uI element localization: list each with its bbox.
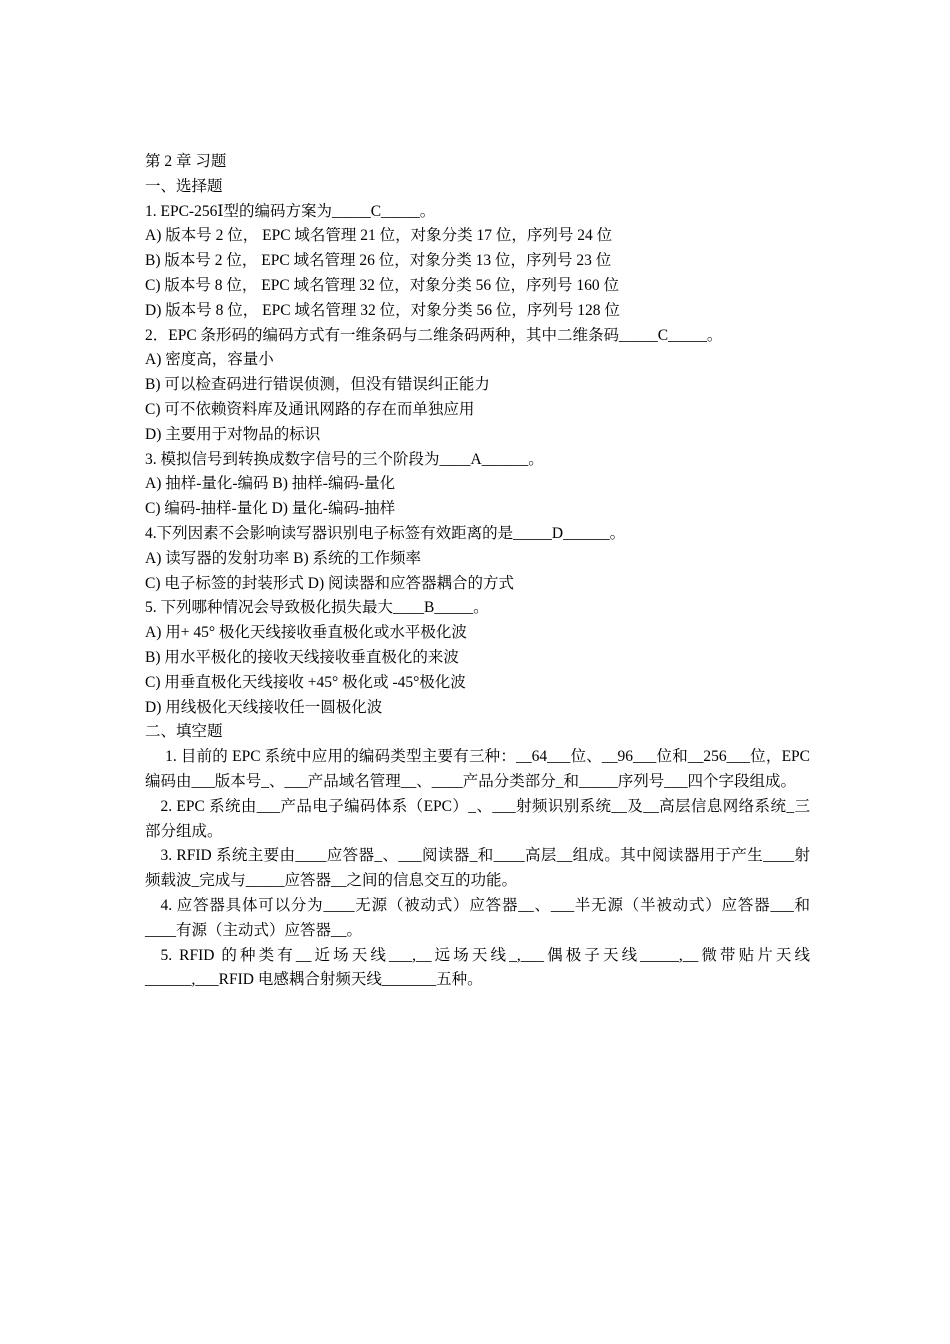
question-2-option-c: C) 可不依赖资料库及通讯网路的存在而单独应用 [145, 400, 475, 418]
question-1-option-b: B) 版本号 2 位， EPC 域名管理 26 位，对象分类 13 位，序列号 23 位 [145, 252, 612, 270]
question-1-option-a: A) 版本号 2 位， EPC 域名管理 21 位，对象分类 17 位，序列号 24 位 [145, 227, 613, 245]
question-2: 2．EPC 条形码的编码方式有一维条码与二维条码两种，其中二维条码_____C_____。 [145, 326, 723, 344]
section-heading-fill: 二、填空题 [145, 723, 223, 741]
chapter-title: 第 2 章 习题 [145, 153, 227, 170]
question-3-options-ab: A) 抽样-量化-编码 B) 抽样-编码-量化 [145, 475, 396, 493]
fill-item-2: 2. EPC 系统由___产品电子编码体系（EPC）_、___射频识别系统__及__高层信息网络系统_三部分组成。 [145, 797, 810, 840]
question-2-option-a: A) 密度高，容量小 [145, 351, 274, 369]
section-heading-choice: 一、选择题 [145, 177, 223, 195]
question-2-option-d: D) 主要用于对物品的标识 [145, 425, 321, 443]
question-3-options-cd: C) 编码-抽样-量化 D) 量化-编码-抽样 [145, 500, 396, 518]
question-1: 1. EPC-256Ⅰ型的编码方案为_____C_____。 [145, 202, 436, 220]
question-5-option-c: C) 用垂直极化天线接收 +45° 极化或 -45°极化波 [145, 673, 466, 691]
question-5-option-b: B) 用水平极化的接收天线接收垂直极化的来波 [145, 648, 459, 666]
fill-item-5: 5. RFID 的种类有__近场天线___,__远场天线_,___偶极子天线_____,__微带贴片天线______,___RFID 电感耦合射频天线_______五种。 [145, 946, 810, 989]
fill-item-3: 3. RFID 系统主要由____应答器_、___阅读器_和____高层__组成。其中阅读器用于产生____射频载波_完成与_____应答器__之间的信息交互的功能。 [145, 847, 810, 890]
question-4: 4.下列因素不会影响读写器识别电子标签有效距离的是_____D______。 [145, 524, 626, 542]
question-5-option-d: D) 用线极化天线接收任一圆极化波 [145, 698, 383, 716]
question-5: 5. 下列哪种情况会导致极化损失最大____B_____。 [145, 599, 489, 617]
question-5-option-a: A) 用+ 45° 极化天线接收垂直极化或水平极化波 [145, 624, 467, 642]
question-2-option-b: B) 可以检查码进行错误侦测，但没有错误纠正能力 [145, 376, 490, 394]
question-4-options-ab: A) 读写器的发射功率 B) 系统的工作频率 [145, 549, 421, 567]
document-page [145, 150, 810, 993]
question-3: 3. 模拟信号到转换成数字信号的三个阶段为____A______。 [145, 450, 544, 468]
fill-item-1: 1. 目前的 EPC 系统中应用的编码类型主要有三种：__64___位、__96___位和__256___位，EPC 编码由___版本号_、___产品域名管理__、____产品分类部分_和_____序列号___四个字段组成。 [145, 748, 810, 790]
question-4-options-cd: C) 电子标签的封装形式 D) 阅读器和应答器耦合的方式 [145, 574, 514, 592]
question-1-option-c: C) 版本号 8 位， EPC 域名管理 32 位，对象分类 56 位，序列号 160 位 [145, 276, 620, 294]
fill-item-4: 4. 应答器具体可以分为____无源（被动式）应答器__、___半无源（半被动式）应答器___和____有源（主动式）应答器__。 [145, 896, 810, 939]
question-1-option-d: D) 版本号 8 位， EPC 域名管理 32 位，对象分类 56 位，序列号 128 位 [145, 301, 620, 319]
